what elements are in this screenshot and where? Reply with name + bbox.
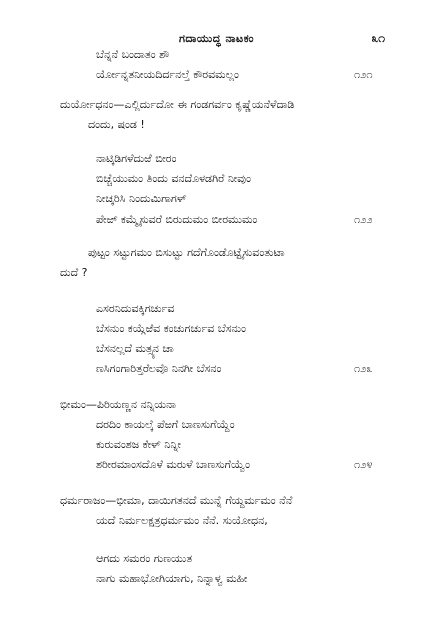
- text-line: ರ್ಯೋನ್ನತನೀಯದಿರ್ದನಲ್ತೆ ಕೌರವಮಲ್ಲಂ: [96, 68, 239, 81]
- text-line: ಎಸರನಿದುವಕ್ಕಿಗರ್ಚುವ: [96, 302, 175, 315]
- text-line: ಯದೆ ನಿರ್ಮಲಕ್ಷತ್ರಧರ್ಮಮಂ ನೆನೆ. ಸುಯೋಧನ,: [96, 514, 268, 527]
- text-line: ಬೆಸನಲ್ಲದೆ ಮತ್ಸ್ಯನ ಚಾ: [96, 342, 174, 355]
- verse-number: ೧೨೨: [354, 213, 373, 226]
- text-line: ಬಿಚ್ಚೆಯುಮಂ ತಿಂದು ವನದೊಳಡಗಿರೆ ನೀವುಂ: [96, 172, 251, 185]
- dialogue-line: ಧರ್ಮರಾಜಂ—ಭೀಮಾ, ದಾಯಿಗತನದೆ ಮುನ್ನೆ ಗೆಯ್ದರ್ಮಮಂ ನೆನೆ: [60, 494, 293, 507]
- text-line: ದುದೆ ?: [60, 266, 88, 279]
- text-line: ಪುಟ್ಟಂ ಸಟ್ಟುಗಮಂ ಬಿಸುಟ್ಟು ಗದೆಗೊಂಡೊಟ್ಟೈಸುವಂತುಟಾ: [88, 246, 285, 259]
- text-line: ಕುರುವಂಶಜ ಕೇಳ್ ನಿನ್ನೀ: [96, 438, 182, 451]
- text-line: ಪೇಱ್ ಕಮ್ಮೈಸುವರೆ ಬಿರುದುಮಂ ಬೀರಮುಮಂ: [96, 213, 258, 226]
- text-line: ಣಸಿಗಂಗಾರಿತ್ತರೆಲವೊ ನಿನಗೀ ಬೆಸನಂ: [96, 362, 222, 375]
- text-line: ನೀಚ್ಕರಿಸಿ ನಿಂದುಮಿಗಾಗಳ್: [96, 192, 187, 205]
- verse-number: ೧೨೪: [354, 458, 373, 471]
- verse-number: ೧೨೩: [354, 362, 373, 375]
- text-line: ಬೆಸನುಂ ಕಯ್ಗೆಱೆವ ಕಂಚುಗರ್ಚುವ ಬೆಸನುಂ: [96, 322, 247, 335]
- running-header: ಗದಾಯುದ್ಧ ನಾಟಕಂ: [178, 32, 255, 45]
- text-line: ಬೆನ್ನನೆ ಬಂದಾತಂ ಶೌ: [96, 48, 170, 61]
- text-line: ಶರೀರಮಾಂಸದೊಳೆ ಮರುಳೆ ಬಾಣಸುಗೆಯ್ವೆಂ: [96, 458, 251, 471]
- dialogue-line: ಭೀಮಂ—ಪಿರಿಯಣ್ಣನ ನನ್ನಿಯನಾ: [60, 398, 176, 411]
- text-line: ದರದಿಂ ಕಾಯಲ್ಕೆ ಪೆಱಗೆ ಬಾಣಸುಗೆಯ್ದೆಂ: [96, 418, 235, 431]
- text-line: ಆಗದು ಸಮರಂ ಗುಣಯುತ: [96, 552, 193, 565]
- dialogue-line: ದುರ್ಯೋಧನಂ—ಎಲ್ಲಿರ್ದುದೋ ಈ ಗಂಡಗರ್ವಂ ಕೃಷ್ಣೆಯನೆಳೆದಾಡಿ: [60, 98, 295, 111]
- text-line: ನಾಟ್ಕಿಡಿಗಳೆದುಱೆ ಬೀರಂ: [96, 152, 177, 165]
- text-line: ನಾಗು ಮಹಾಭೋಗಿಯಾಗು, ನಿನ್ನಾಳ್ವ ಮಹೀ: [96, 572, 248, 585]
- verse-number: ೧೨೧: [354, 68, 373, 81]
- page-number: ೩೧: [371, 31, 385, 45]
- text-line: ದಂದು, ಷಂಡ !: [88, 118, 145, 131]
